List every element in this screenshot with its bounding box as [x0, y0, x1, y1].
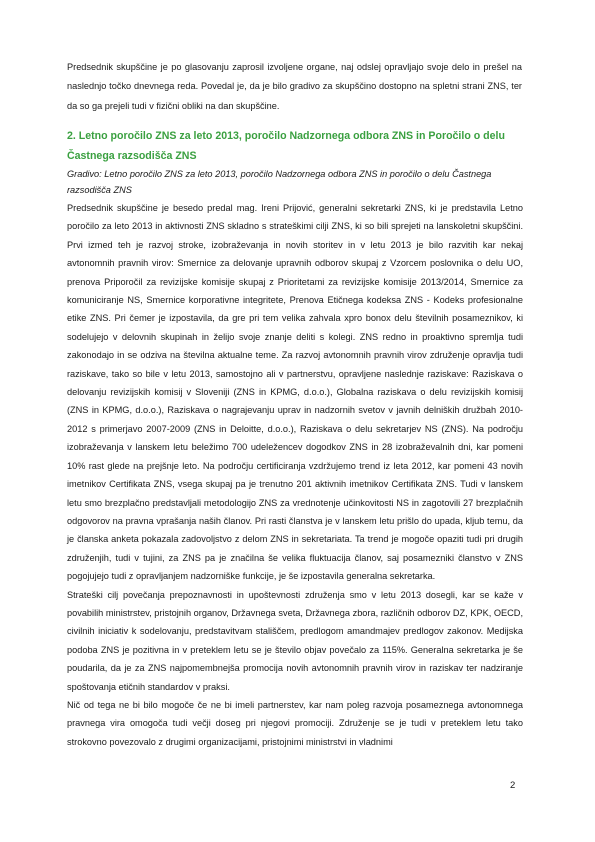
body-paragraph: Nič od tega ne bi bilo mogoče če ne bi imeli partnerstev, kar nam poleg razvoja posameznega avtonomnega pravnega vira omogoča tudi večji doseg pri njegovi promociji. Združenje se je tudi v preteklem letu tako strokovno povezovalo z drugimi organizacijami, pristojnimi ministrstvi in vladnimi — [67, 699, 523, 747]
intro-paragraph: Predsednik skupščine je po glasovanju zaprosil izvoljene organe, naj odslej opravljajo svoje delo in prešel na naslednjo točko dnevnega reda. Povedal je, da je bilo gradivo za skupščino dostopno na spletni strani ZNS, ter da so ga prejeli tudi v fizični obliki na dan skupščine. — [67, 62, 522, 111]
gradivo-line: Gradivo: Letno poročilo ZNS za leto 2013, poročilo Nadzornega odbora ZNS in poročilo o delu Častnega razsodišča ZNS — [67, 169, 492, 195]
section-heading: 2. Letno poročilo ZNS za leto 2013, poročilo Nadzornega odbora ZNS in Poročilo o delu Častnega razsodišča ZNS — [67, 130, 505, 162]
body-paragraph: Predsednik skupščine je besedo predal mag. Ireni Prijović, generalni sekretarki ZNS, ki je predstavila Letno poročilo za leto 2013 in aktivnosti ZNS skladno s strateškimi cilji ZNS, ki so bili sprejeti na lanskoletni skupščini. Prvi izmed teh je razvoj stroke, izobraževanja in novih storitev in v letu 2013 je bilo razvitih kar nekaj avtonomnih pravnih virov: Smernice za delovanje upravnih odborov skupaj z Vzorcem poslovnika o delu UO, prenova Priporočil za revizijske komisije skupaj z Prioritetami za revizijske komisije 2013/2014, Smernice za komuniciranje NS, Smernice korporativne integritete, Prenova Etičnega kodeksa ZNS - Kodeks profesionalne etike ZNS. Pri čemer je izpostavila, da gre pri tem velika zahvala xpro bonox delu številnih posameznikov, ki sodelujejo v delovnih skupinah in želijo svoje znanje deliti s kolegi. ZNS redno in proaktivno spremlja tudi zakonodajo in se odziva na številna aktualne teme. Za razvoj avtonomnih pravnih virov združenje opravlja tudi raziskave, tako so bile v letu 2013, samostojno ali v partnerstvu, opravljene naslednje raziskave: Raziskava o delovanju revizijskih komisij v Sloveniji (ZNS in KPMG, d.o.o.), Globalna raziskava o delu revizijskih komisij (ZNS in KPMG, d.o.o.), Raziskava o nagrajevanju uprav in nadzornih svetov v javnih delniških družbah 2010-2012 s primerjavo 2007-2009 (ZNS in Deloitte, d.o.o.), Raziskava o delu sekretarjev NS (ZNS). Na področju izobraževanja v lanskem letu beležimo 700 udeležencev dogodkov ZNS in 28 izobraževalnih dni, kar pomeni 10% rast glede na prejšnje leto. Na področju certificiranja vzdržujemo trend iz leta 2012, kar pomeni 43 novih imetnikov Certifikata ZNS, vsega skupaj pa je trenutno 201 aktivnih imetnikov Certifikata ZNS. Tudi v lanskem letu smo brezplačno predstavljali metodologijo ZNS za vrednotenje učinkovitosti NS in zagotovili 27 brezplačnih odgovorov na pravna vprašanja naših članov. Pri rasti članstva je v lanskem letu prišlo do upada, kljub temu, da je članska anketa pokazala zadovoljstvo z delom ZNS in sekretariata. Ta trend je mogoče opaziti tudi pri drugih združenjih, tudi v tujini, za ZNS pa je značilna še velika fluktuacija članov, saj posamezniki članstvo v ZNS pogojujejo tudi z opravljanjem nadzorniške funkcije, je še izpostavila generalna sekretarka. — [67, 203, 523, 582]
body-text — [67, 199, 523, 751]
body-paragraph: Strateški cilj povečanja prepoznavnosti in upoštevnosti združenja smo v letu 2013 dosegli, kar se kaže v povabilih ministrstev, pristojnih organov, Državnega sveta, Državnega zbora, različnih odborov DZ, KPK, OECD, civilnih iniciativ k sodelovanju, predstavitvam stališčem, predlogom amandmajev predlogov zakonov. Medijska podoba ZNS je pozitivna in v preteklem letu se je število objav povečalo za 115%. Generalna sekretarka je še poudarila, da je za ZNS najpomembnejša promocija novih avtonomnih pravnih virov in raziskav ter nadziranje spoštovanja etičnih standardov v praksi. — [67, 589, 523, 692]
page-number: 2 — [510, 780, 516, 791]
